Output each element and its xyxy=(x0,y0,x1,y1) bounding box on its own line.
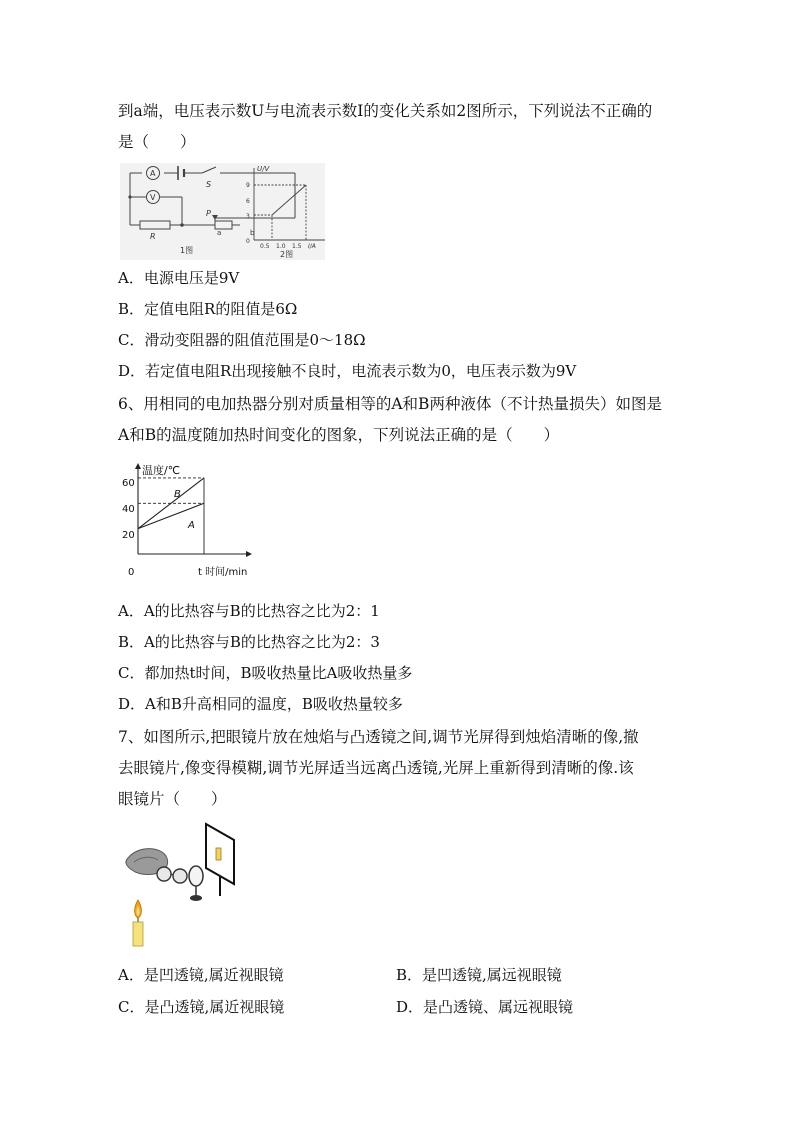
fig2-xtick: 0.5 xyxy=(260,243,270,250)
fig2-ytick: 6 xyxy=(246,198,250,205)
fig2-ytick: 0 xyxy=(246,238,250,245)
q7-stem-line-3: 眼镜片（ ） xyxy=(118,790,227,808)
fig2-xtick: 1.5 xyxy=(292,243,302,250)
q7-stem-line-2: 去眼镜片,像变得模糊,调节光屏适当远离凸透镜,光屏上重新得到清晰的像.该 xyxy=(118,759,634,777)
fig2-caption: 2图 xyxy=(280,250,294,259)
ammeter-label: A xyxy=(150,169,156,178)
q7-option-a[interactable]: A．是凹透镜,属近视眼镜 xyxy=(118,966,284,984)
q5-option-b[interactable]: B．定值电阻R的阻值是6Ω xyxy=(118,300,298,318)
q6-stem-line-2: A和B的温度随加热时间变化的图象，下列说法正确的是（ ） xyxy=(118,426,560,444)
q6-option-d[interactable]: D．A和B升高相同的温度，B吸收热量较多 xyxy=(118,695,403,713)
q6-option-a[interactable]: A．A的比热容与B的比热容之比为2：1 xyxy=(118,602,380,620)
series-b-label: B xyxy=(174,489,181,500)
slider-p-label: P xyxy=(206,209,211,218)
fig1-caption: 1图 xyxy=(180,246,194,255)
fig2-y-label: U/V xyxy=(257,165,270,173)
end-a-label: a xyxy=(217,229,222,237)
fig2-ytick: 9 xyxy=(246,182,250,189)
q5-option-d[interactable]: D．若定值电阻R出现接触不良时，电流表示数为0，电压表示数为9V xyxy=(118,362,577,380)
q6-option-c[interactable]: C．都加热t时间，B吸收热量比A吸收热量多 xyxy=(118,664,413,682)
q5-stem-line-2: 是（ ） xyxy=(118,133,196,151)
voltmeter-label: V xyxy=(150,193,156,202)
q6-stem-line-1: 6、用相同的电加热器分别对质量相等的A和B两种液体（不计热量损失）如图是 xyxy=(118,395,662,413)
switch-label: S xyxy=(206,180,212,189)
end-b-label: b xyxy=(250,229,255,237)
q7-lens-experiment-figure xyxy=(122,822,242,950)
q7-option-d[interactable]: D．是凸透镜、属远视眼镜 xyxy=(396,998,574,1016)
convex-lens xyxy=(189,866,203,901)
q5-option-a[interactable]: A．电源电压是9V xyxy=(118,269,240,287)
chart-ytick: 20 xyxy=(122,530,135,541)
chart-x-label: t 时间/min xyxy=(198,567,248,578)
q7-stem-line-1: 7、如图所示,把眼镜片放在烛焰与凸透镜之间,调节光屏得到烛焰清晰的像,撤 xyxy=(118,728,639,746)
q7-option-b[interactable]: B．是凹透镜,属远视眼镜 xyxy=(396,966,562,984)
fig2-x-label: I/A xyxy=(308,243,316,250)
fig2-ytick: 3 xyxy=(246,213,250,220)
q5-option-c[interactable]: C．滑动变阻器的阻值范围是0～18Ω xyxy=(118,331,366,349)
q5-stem-line-1: 到a端，电压表示数U与电流表示数I的变化关系如2图所示，下列说法不正确的 xyxy=(118,102,653,120)
series-a-label: A xyxy=(188,520,195,531)
light-screen xyxy=(206,824,234,896)
chart-ytick: 60 xyxy=(122,478,135,489)
resistor-label: R xyxy=(150,232,156,241)
chart-origin-label: 0 xyxy=(128,567,135,578)
chart-ytick: 40 xyxy=(122,504,135,515)
candle xyxy=(133,900,143,946)
fig2-xtick: 1.0 xyxy=(276,243,286,250)
q5-circuit-figure xyxy=(120,163,325,260)
hand-with-glasses xyxy=(126,849,187,883)
chart-y-label: 温度/℃ xyxy=(142,464,181,477)
q6-option-b[interactable]: B．A的比热容与B的比热容之比为2：3 xyxy=(118,633,380,651)
q6-temperature-chart xyxy=(118,462,268,580)
q7-option-c[interactable]: C．是凸透镜,属近视眼镜 xyxy=(118,998,285,1016)
